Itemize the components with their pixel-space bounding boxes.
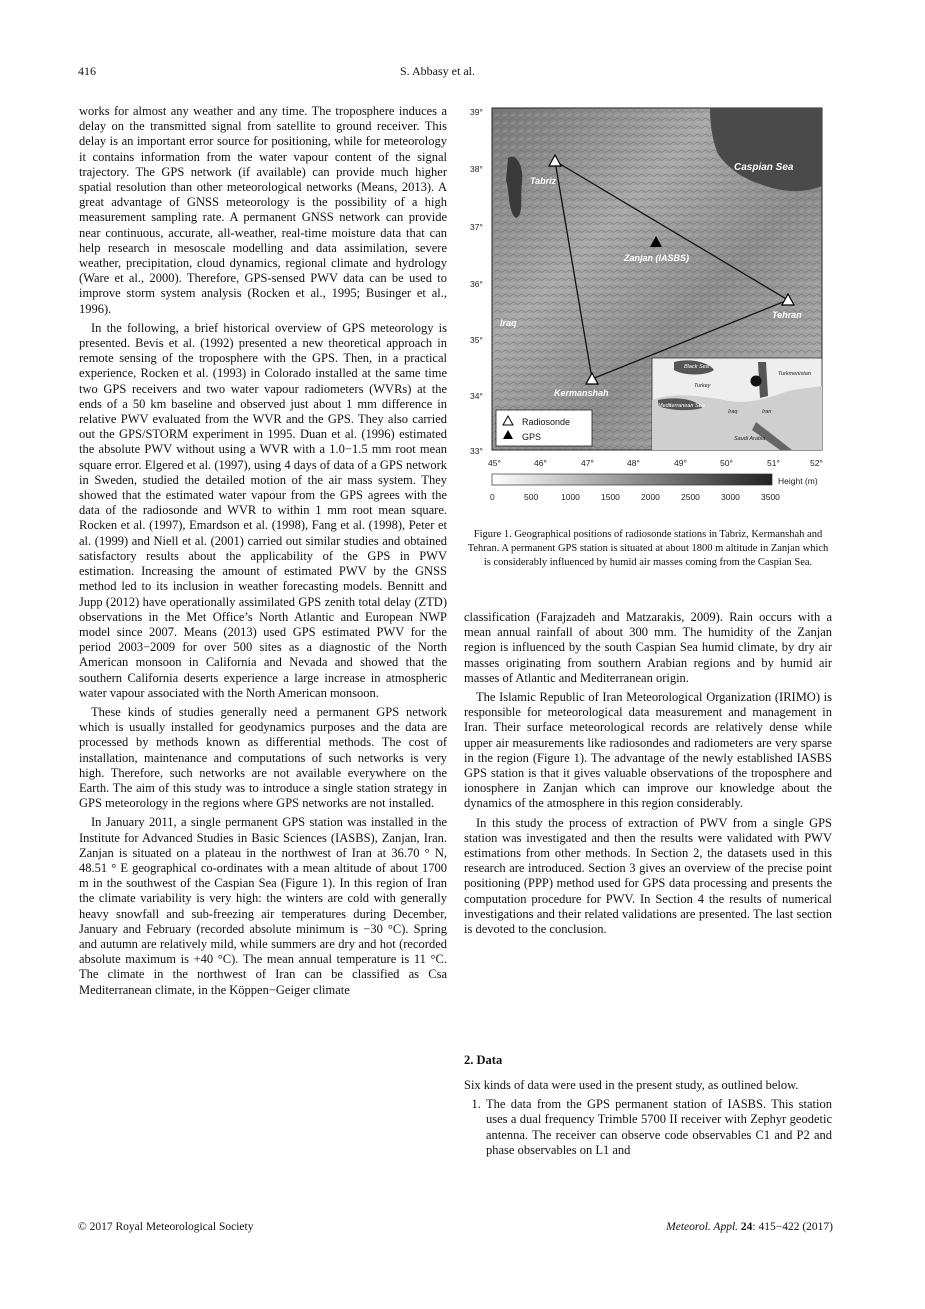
right-column (464, 610, 832, 941)
tabriz-label: Tabriz (530, 176, 557, 186)
journal-volume: 24 (740, 1221, 753, 1233)
zanjan-label: Zanjan (IASBS) (624, 253, 690, 263)
inset-iran-label: Iran (762, 409, 772, 415)
colorbar-tick: 3500 (761, 492, 780, 502)
inset-saudi-label: Saudi Arabia (734, 436, 766, 442)
paragraph: In this study the process of extraction of PWV from a single GPS station was investigated and then the results were validated with PWV estimations from other methods. In Section 2, the datasets used in this research are introduced. Section 3 gives an overview of the precise point positioning (PPP) method used for GPS data processing and presents the computation procedure for PWV. In Section 4 the results of numerical investigations and their related validations are presented. The last section is devoted to the conclusion. (464, 815, 832, 937)
lat-label: 39° (470, 107, 483, 117)
journal-citation (666, 1221, 833, 1233)
lat-label: 35° (470, 335, 483, 345)
figure-caption: Figure 1. Geographical positions of radiosonde stations in Tabriz, Kermanshah and Tehran. A permanent GPS station is situated at about 1800 m altitude in Zanjan which is considerably influenced by humid air masses coming from the Caspian Sea. (467, 529, 829, 568)
colorbar-tick: 3000 (721, 492, 740, 502)
lon-label: 49° (674, 458, 687, 468)
left-column (79, 104, 447, 1002)
inset-mediterranean-label: Mediterranean Sea (658, 403, 705, 409)
running-title: S. Abbasy et al. (400, 64, 475, 78)
height-colorbar (492, 474, 772, 485)
paragraph: classification (Farajzadeh and Matzarakis, 2009). Rain occurs with a mean annual rainfall of about 300 mm. The humidity of the Zanjan region is influenced by the south Caspian Sea humid climate, by dry air masses originating from southern Arabian regions and by humid air masses of Atlantic and Mediterranean origin. (464, 610, 832, 685)
colorbar-tick: 2500 (681, 492, 700, 502)
kermanshah-label: Kermanshah (554, 388, 609, 398)
colorbar-tick: 2000 (641, 492, 660, 502)
data-list (464, 1097, 832, 1158)
page-number: 416 (78, 64, 96, 78)
colorbar-tick: 1000 (561, 492, 580, 502)
lon-label: 46° (534, 458, 547, 468)
paragraph: These kinds of studies generally need a permanent GPS network which is usually installed for geodynamics purposes and the data are processed by methods known as differential methods. The cost of installation, maintenance and computations of such networks is very high. Therefore, such networks are not available everywhere on the Earth. The aim of this study was to introduce a single station strategy in GPS meteorology in the regions where GPS networks are not installed. (79, 704, 447, 811)
lat-label: 38° (470, 164, 483, 174)
inset-iraq-label: Iraq (728, 409, 738, 415)
lon-label: 52° (810, 458, 823, 468)
colorbar-ticks (490, 492, 780, 502)
lon-label: 47° (581, 458, 594, 468)
paragraph: works for almost any weather and any time. The troposphere induces a delay on the transmitted signal from satellite to ground receiver. This delay is an important error source for positioning, while for meteorology it contains information from the water vapour content of the signal trajectory. The GPS network (if available) can provide much higher spatial resolution than other meteorological networks (Means, 2013). A great advantage of GNSS meteorology is the possibility of a high measurement sampling rate. A permanent GNSS network can provide near continuous, accurate, all-weather, real-time moisture data that can help research in mesoscale modelling and data assimilation, severe weather, precipitation, cloud dynamics, regional climate and hydrology (Ware et al., 2000). Therefore, GPS-sensed PWV data can be used to improve storm system analysis (Rocken et al., 1995; Businger et al., 1996). (79, 104, 447, 316)
section-intro: Six kinds of data were used in the present study, as outlined below. (464, 1078, 799, 1092)
lon-label: 48° (627, 458, 640, 468)
section-body (464, 1078, 832, 1158)
inset-turkmenistan-label: Turkmenistan (778, 371, 811, 377)
paragraph: In the following, a brief historical overview of GPS meteorology is presented. Bevis et al. (1992) presented a new theoretical approach in remote sensing of the troposphere with the GPS. Then, in a practical experience, Rocken et al. (1993) in Colorado installed at the same time two GPS receivers and two water vapour radiometers (WVRs) at the ends of a 50 km baseline and observed just about 1 mm difference in relative PWV evaluated from the WVR and the GPS. They also carried out the GPS/STORM experiment in 1995. Duan et al. (1996) estimated the absolute PWV without using a WVR with a 1.0−1.5 mm root mean square error. Elgered et al. (1997), using 4 days of data of a GPS network in Sweden, studied the detailed motion of the air mass system. They showed that the estimated water vapour from the GPS agrees with the data of the radiosonde and WVR to within 1 mm root mean square. Rocken et al. (1997), Emardson et al. (1998), Fang et al. (1998), Peter et al. (1999) and Niell et al. (2001) carried out similar studies and obtained satisfactory results about the applicability of the GPS in PWV estimation. Increasing the amount of estimated PWV by the GNSS method led to its inclusion in weather forecasting models. Bennitt and Jupp (2012) have operationally assimilated GPS zenith total delay (ZTD) observations in the Met Office’s North Atlantic and European NWP model since 2007. Means (2013) used GPS estimated PWV for the period 2003−2009 for over 500 sites as a diagnostic of the North American monsoon in California and Nevada and showed that the southern California deserts experience a large increase in atmospheric water vapour associated with the North American monsoon. (79, 320, 447, 700)
iraq-label: Iraq (500, 318, 517, 328)
lon-label: 45° (488, 458, 501, 468)
map-legend (496, 410, 592, 446)
list-item: 1. The data from the GPS permanent station of IASBS. This station uses a dual frequency Trimble 5700 II receiver with Zephyr geodetic antenna. The receiver can observe code observables C1 and P2 and phase observables on L1 and (484, 1097, 832, 1158)
colorbar-tick: 500 (524, 492, 539, 502)
legend-gps-label: GPS (522, 432, 542, 442)
longitude-labels (488, 458, 823, 468)
colorbar-label: Height (m) (778, 476, 818, 486)
inset-black-sea-label: Black Sea (684, 364, 709, 370)
journal-name: Meteorol. Appl. (666, 1221, 739, 1233)
copyright: © 2017 Royal Meteorological Society (78, 1221, 254, 1233)
relief-map (462, 100, 834, 512)
tehran-label: Tehran (772, 310, 802, 320)
lon-label: 50° (720, 458, 733, 468)
latitude-labels (470, 107, 483, 456)
lat-label: 36° (470, 279, 483, 289)
lat-label: 33° (470, 446, 483, 456)
journal-pages: : 415−422 (2017) (752, 1221, 833, 1233)
colorbar-tick: 0 (490, 492, 495, 502)
legend-radiosonde-label: Radiosonde (522, 417, 571, 427)
section-heading: 2. Data (464, 1053, 503, 1067)
caspian-label: Caspian Sea (734, 162, 794, 173)
paragraph: The Islamic Republic of Iran Meteorological Organization (IRIMO) is responsible for meteorological data measurement and management in Iran. Their surface meteorological records are relatively dense while upper air measurements like radiosondes and radiometers are very sparse in the region (Figure 1). The advantage of the newly established IASBS GPS station is that it gives valuable observations of the troposphere and ionosphere in Zanjan which can improve our knowledge about the dynamics of the atmosphere in this region considerably. (464, 690, 832, 811)
lat-label: 37° (470, 222, 483, 232)
lon-label: 51° (767, 458, 780, 468)
lat-label: 34° (470, 391, 483, 401)
study-area-marker (751, 376, 762, 387)
inset-turkey-label: Turkey (694, 383, 711, 389)
colorbar-tick: 1500 (601, 492, 620, 502)
paragraph: In January 2011, a single permanent GPS station was installed in the Institute for Advanced Studies in Basic Sciences (IASBS), Zanjan, Iran. Zanjan is situated on a plateau in the northwest of Iran at 36.70 ° N, 48.51 ° E geographical co-ordinates with a mean altitude of about 1700 m in the southwest of the Caspian Sea (Figure 1). In this region of Iran the climate variability is very high: the winters are cold with generally heavy snowfall and sub-freezing air temperatures during December, January and February (recorded absolute minimum is −30 °C). Spring and autumn are relatively mild, while summers are dry and hot (recorded absolute maximum is +40 °C). The mean annual temperature is 11 °C. The climate in the northwest of Iran can be classified as Csa Mediterranean climate, in the Köppen−Geiger climate (79, 815, 447, 997)
figure-1 (462, 100, 834, 512)
